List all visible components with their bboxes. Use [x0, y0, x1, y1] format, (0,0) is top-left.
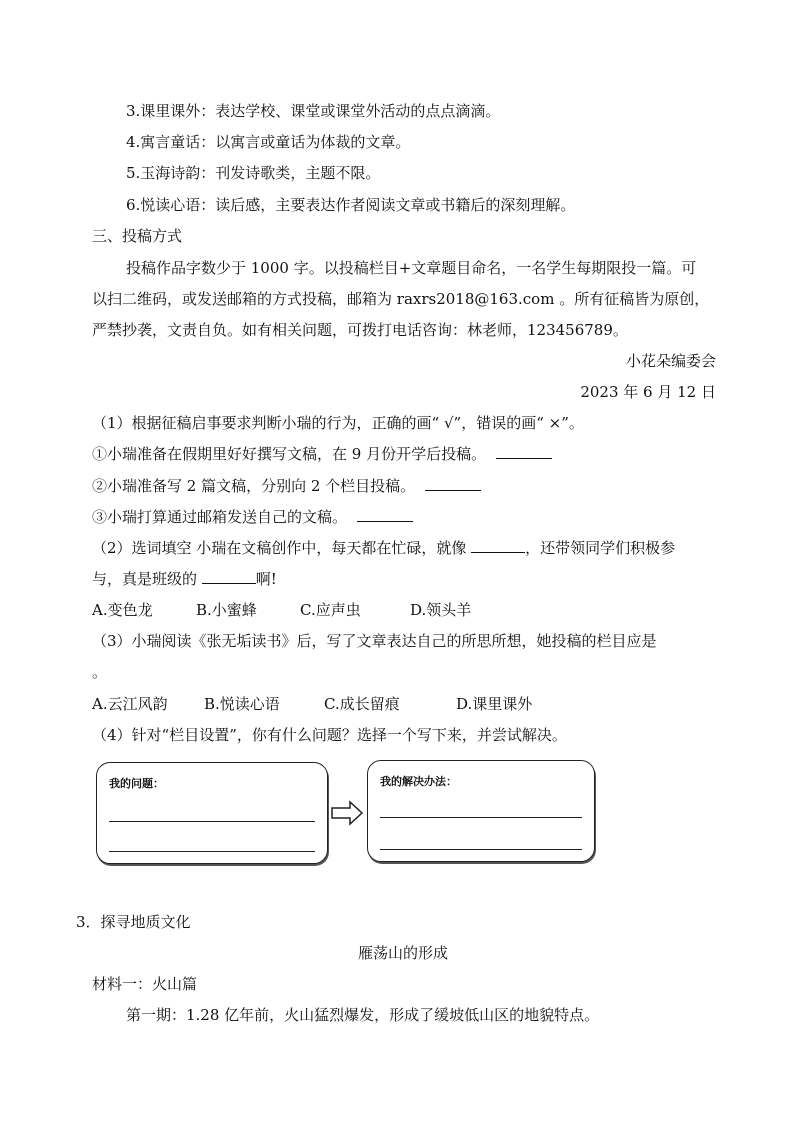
- question-4-prompt: （4）针对“栏目设置”，你有什么问题？选择一个写下来，并尝试解决。: [92, 726, 567, 744]
- material-one-heading: 材料一：火山篇: [92, 975, 198, 993]
- article-title: 雁荡山的形成: [358, 944, 449, 962]
- answer-blank[interactable]: [357, 507, 413, 522]
- submission-paragraph-line-3: 严禁抄袭，文责自负。如有相关问题，可拨打电话咨询：林老师，123456789。: [92, 321, 628, 339]
- solution-writing-line[interactable]: [380, 817, 582, 818]
- question-1-statement-2: ②小瑞准备写 2 篇文稿，分别向 2 个栏目投稿。: [92, 476, 481, 496]
- question-3-option-a[interactable]: A.云江风韵: [92, 695, 168, 713]
- question-1-prompt: （1）根据征稿启事要求判断小瑞的行为，正确的画“ √”，错误的画“ ×”。: [92, 414, 584, 432]
- question-1-statement-3: ③小瑞打算通过邮箱发送自己的文稿。: [92, 507, 413, 527]
- solution-writing-line[interactable]: [380, 849, 582, 850]
- question-2-line-1: （2）选词填空 小瑞在文稿创作中，每天都在忙碌，就像 ，还带领同学们积极参: [92, 539, 676, 557]
- solution-box[interactable]: [367, 760, 595, 862]
- question-2-option-b[interactable]: B.小蜜蜂: [196, 601, 257, 619]
- answer-blank[interactable]: [496, 444, 552, 459]
- question-3-option-b[interactable]: B.悦读心语: [204, 695, 280, 713]
- notice-date: 2023 年 6 月 12 日: [580, 383, 716, 401]
- column-item-6: 6.悦读心语：读后感，主要表达作者阅读文章或书籍后的深刻理解。: [126, 196, 576, 214]
- question-3-line-2: 。: [92, 663, 108, 681]
- phase-one-text: 第一期：1.28 亿年前，火山猛烈爆发，形成了缓坡低山区的地貌特点。: [126, 1006, 600, 1024]
- question-3-option-c[interactable]: C.成长留痕: [324, 695, 400, 713]
- question-3-line-1: （3）小瑞阅读《张无垢读书》后，写了文章表达自己的所思所想，她投稿的栏目应是: [92, 632, 657, 650]
- column-item-5: 5.玉海诗韵：刊发诗歌类，主题不限。: [126, 164, 381, 182]
- problem-box[interactable]: [96, 762, 328, 864]
- question-3-option-d[interactable]: D.课里课外: [456, 695, 533, 713]
- editorial-signature: 小花朵编委会: [625, 352, 716, 370]
- column-item-3: 3.课里课外：表达学校、课堂或课堂外活动的点点滴滴。: [126, 102, 501, 120]
- problem-box-label: 我的问题：: [109, 777, 164, 790]
- problem-writing-line[interactable]: [109, 851, 315, 852]
- right-arrow-icon: [330, 800, 364, 826]
- section-heading-submission: 三、投稿方式: [92, 227, 183, 245]
- part-3-heading: 3．探寻地质文化: [76, 913, 191, 931]
- question-2-option-d[interactable]: D.领头羊: [410, 601, 472, 619]
- submission-paragraph-line-1: 投稿作品字数少于 1000 字。以投稿栏目+文章题目命名，一名学生每期限投一篇。可: [126, 259, 697, 277]
- fill-blank-1[interactable]: [471, 538, 525, 553]
- question-1-statement-1: ①小瑞准备在假期里好好撰写文稿，在 9 月份开学后投稿。: [92, 444, 552, 464]
- answer-blank[interactable]: [425, 476, 481, 491]
- solution-box-label: 我的解决办法：: [380, 775, 457, 788]
- submission-paragraph-line-2: 以扫二维码，或发送邮箱的方式投稿，邮箱为 raxrs2018@163.com 。所有征稿皆为原创，: [92, 290, 710, 308]
- column-item-4: 4.寓言童话：以寓言或童话为体裁的文章。: [126, 133, 411, 151]
- question-2-option-a[interactable]: A.变色龙: [92, 601, 153, 619]
- question-2-option-c[interactable]: C.应声虫: [300, 601, 361, 619]
- problem-writing-line[interactable]: [109, 821, 315, 822]
- fill-blank-2[interactable]: [202, 569, 256, 584]
- question-2-line-2: 与，真是班级的 啊!: [92, 570, 277, 588]
